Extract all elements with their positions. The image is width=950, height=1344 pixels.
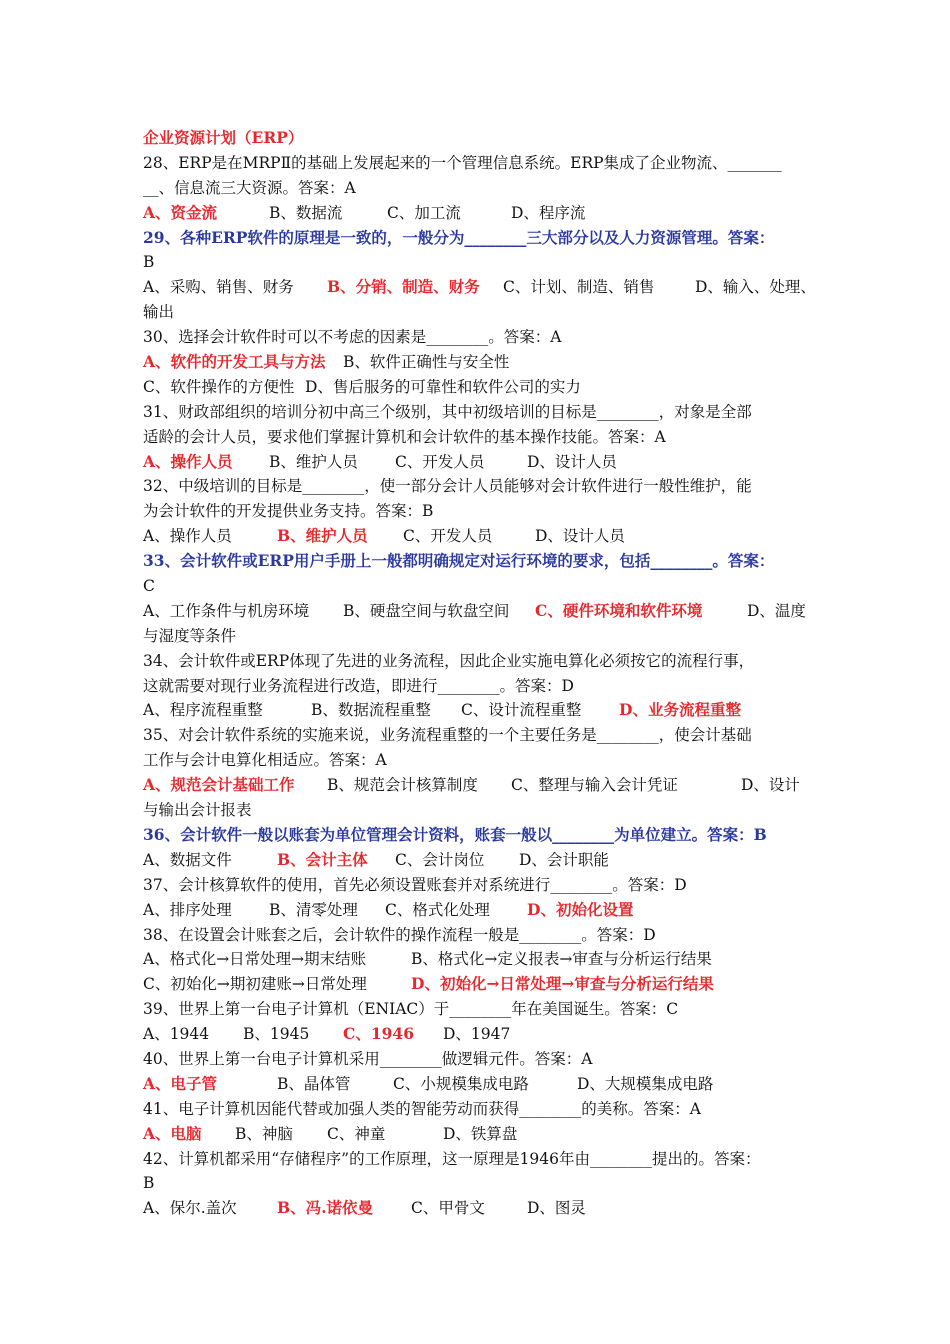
option-d: D、售后服务的可靠性和软件公司的实力 [305, 377, 581, 396]
option-c-correct: C、硬件环境和软件环境 [535, 600, 703, 620]
option-d: D、输入、处理、 [695, 278, 816, 297]
question-28-line-2: __、信息流三大资源。答案：A [143, 178, 356, 197]
question-31-line-2: 适龄的会计人员，要求他们掌握计算机和会计软件的基本操作技能。答案：A [143, 427, 666, 446]
option-d: D、铁算盘 [443, 1124, 518, 1143]
question-30-options-row-2 [143, 375, 823, 400]
question-42-line-2: B [143, 1174, 155, 1193]
question-39-line-1: 39、世界上第一台电子计算机（ENIAC）于________年在美国诞生。答案：C [143, 1000, 679, 1019]
question-35-line-2: 工作与会计电算化相适应。答案：A [143, 751, 387, 770]
question-28-options [143, 201, 823, 226]
option-b: B、晶体管 [277, 1074, 351, 1093]
option-d: D、图灵 [527, 1199, 586, 1218]
question-33-options [143, 599, 823, 624]
option-c: C、整理与输入会计凭证 [511, 776, 678, 795]
question-30-line-1: 30、选择会计软件时可以不考虑的因素是________。答案：A [143, 328, 562, 347]
option-a: A、1944 [143, 1025, 210, 1044]
option-a: A、排序处理 [143, 900, 232, 919]
question-38-options-row-1 [143, 947, 823, 972]
question-40-line-1: 40、世界上第一台电子计算机采用________做逻辑元件。答案：A [143, 1049, 593, 1068]
question-40-options [143, 1072, 823, 1097]
option-d: D、温度 [747, 601, 806, 620]
option-a: A、工作条件与机房环境 [143, 601, 310, 620]
option-a-correct: A、软件的开发工具与方法 [143, 352, 326, 372]
option-c: C、软件操作的方便性 [143, 377, 295, 396]
option-c: C、加工流 [387, 203, 461, 222]
option-d: D、会计职能 [519, 850, 609, 869]
question-37-options [143, 898, 823, 923]
option-d: D、设计人员 [535, 527, 625, 546]
option-d-correct: D、业务流程重整 [619, 700, 741, 720]
option-b: B、维护人员 [269, 452, 358, 471]
option-b: B、规范会计核算制度 [327, 776, 478, 795]
option-c: C、初始化→期初建账→日常处理 [143, 975, 367, 994]
option-a-correct: A、电子管 [143, 1073, 218, 1093]
option-c: C、开发人员 [403, 527, 493, 546]
question-34-line-2: 这就需要对现行业务流程进行改造，即进行________。答案：D [143, 676, 574, 695]
question-31-line-1: 31、财政部组织的培训分初中高三个级别，其中初级培训的目标是________，对象是全部 [143, 402, 752, 421]
question-35-line-1: 35、对会计软件系统的实施来说，业务流程重整的一个主要任务是________，使会计基础 [143, 726, 752, 745]
question-41-line-1: 41、电子计算机因能代替或加强人类的智能劳动而获得________的美称。答案：A [143, 1099, 701, 1118]
option-a-correct: A、资金流 [143, 202, 218, 222]
option-c: C、计划、制造、销售 [503, 278, 655, 297]
question-42-options [143, 1196, 823, 1221]
question-33-line-2: C [143, 577, 155, 596]
question-29-line-1: 29、各种ERP软件的原理是一致的，一般分为________三大部分以及人力资源管理。答案： [143, 227, 775, 247]
question-35-options-continued: 与输出会计报表 [143, 801, 252, 820]
option-a-correct: A、操作人员 [143, 451, 233, 471]
option-a: A、格式化→日常处理→期末结账 [143, 950, 367, 969]
question-33-options-continued: 与湿度等条件 [143, 626, 237, 645]
option-d: D、设计人员 [527, 452, 617, 471]
option-b: B、格式化→定义报表→审查与分析运行结果 [411, 950, 712, 969]
option-b: B、数据流 [269, 203, 343, 222]
question-34-options [143, 698, 823, 723]
option-c: C、小规模集成电路 [393, 1074, 529, 1093]
question-42-line-1: 42、计算机都采用“存储程序”的工作原理，这一原理是1946年由________提出的。答案： [143, 1149, 761, 1168]
question-32-line-1: 32、中级培训的目标是________，使一部分会计人员能够对会计软件进行一般性维护，能 [143, 477, 752, 496]
question-28-line-1: 28、ERP是在MRPⅡ的基础上发展起来的一个管理信息系统。ERP集成了企业物流、_______ [143, 153, 782, 172]
option-d: D、大规模集成电路 [577, 1074, 714, 1093]
option-d-correct: D、初始化→日常处理→审查与分析运行结果 [411, 974, 714, 994]
option-b-correct: B、会计主体 [277, 849, 368, 869]
option-b: B、神脑 [235, 1124, 293, 1143]
option-c: C、甲骨文 [411, 1199, 485, 1218]
option-c: C、格式化处理 [385, 900, 490, 919]
option-a-correct: A、电脑 [143, 1123, 202, 1143]
option-b: B、数据流程重整 [311, 701, 431, 720]
question-list [143, 126, 823, 1221]
option-b: B、1945 [243, 1025, 310, 1044]
option-c: C、会计岗位 [395, 850, 485, 869]
question-36-line-1: 36、会计软件一般以账套为单位管理会计资料，账套一般以________为单位建立。答案：B [143, 824, 767, 844]
option-d: D、程序流 [511, 203, 586, 222]
question-35-options [143, 773, 823, 798]
question-31-options [143, 450, 823, 475]
option-c: C、设计流程重整 [461, 701, 582, 720]
question-29-options-continued: 输出 [143, 303, 175, 322]
option-c: C、神童 [327, 1124, 386, 1143]
option-b-correct: B、冯.诺依曼 [277, 1198, 373, 1218]
question-41-options [143, 1122, 823, 1147]
option-a-correct: A、规范会计基础工作 [143, 775, 295, 795]
question-34-line-1: 34、会计软件或ERP体现了先进的业务流程，因此企业实施电算化必须按它的流程行事， [143, 651, 755, 670]
section-title: 企业资源计划（ERP） [143, 128, 304, 147]
option-a: A、操作人员 [143, 527, 232, 546]
option-d-correct: D、初始化设置 [527, 899, 634, 919]
question-38-line-1: 38、在设置会计账套之后，会计软件的操作流程一般是________。答案：D [143, 925, 656, 944]
question-37-line-1: 37、会计核算软件的使用，首先必须设置账套并对系统进行________。答案：D [143, 875, 687, 894]
option-a: A、采购、销售、财务 [143, 278, 294, 297]
question-29-options [143, 275, 823, 300]
option-a: A、数据文件 [143, 850, 232, 869]
option-d: D、1947 [443, 1025, 511, 1044]
option-c-correct: C、1946 [343, 1024, 414, 1044]
option-a: A、保尔.盖次 [143, 1199, 237, 1218]
question-32-line-2: 为会计软件的开发提供业务支持。答案：B [143, 502, 434, 521]
option-b: B、清零处理 [269, 900, 358, 919]
question-32-options [143, 524, 823, 549]
option-b-correct: B、分销、制造、财务 [327, 277, 480, 297]
question-39-options [143, 1022, 823, 1047]
option-d: D、设计 [741, 776, 800, 795]
question-29-line-2: B [143, 253, 155, 272]
question-38-options-row-2 [143, 972, 823, 997]
option-a: A、程序流程重整 [143, 701, 263, 720]
option-b: B、硬盘空间与软盘空间 [343, 601, 510, 620]
option-b: B、软件正确性与安全性 [343, 353, 510, 372]
option-b-correct: B、维护人员 [277, 526, 368, 546]
question-33-line-1: 33、会计软件或ERP用户手册上一般都明确规定对运行环境的要求，包括________。答案： [143, 551, 775, 571]
question-30-options-row-1 [143, 350, 823, 375]
question-36-options [143, 848, 823, 873]
option-c: C、开发人员 [395, 452, 485, 471]
